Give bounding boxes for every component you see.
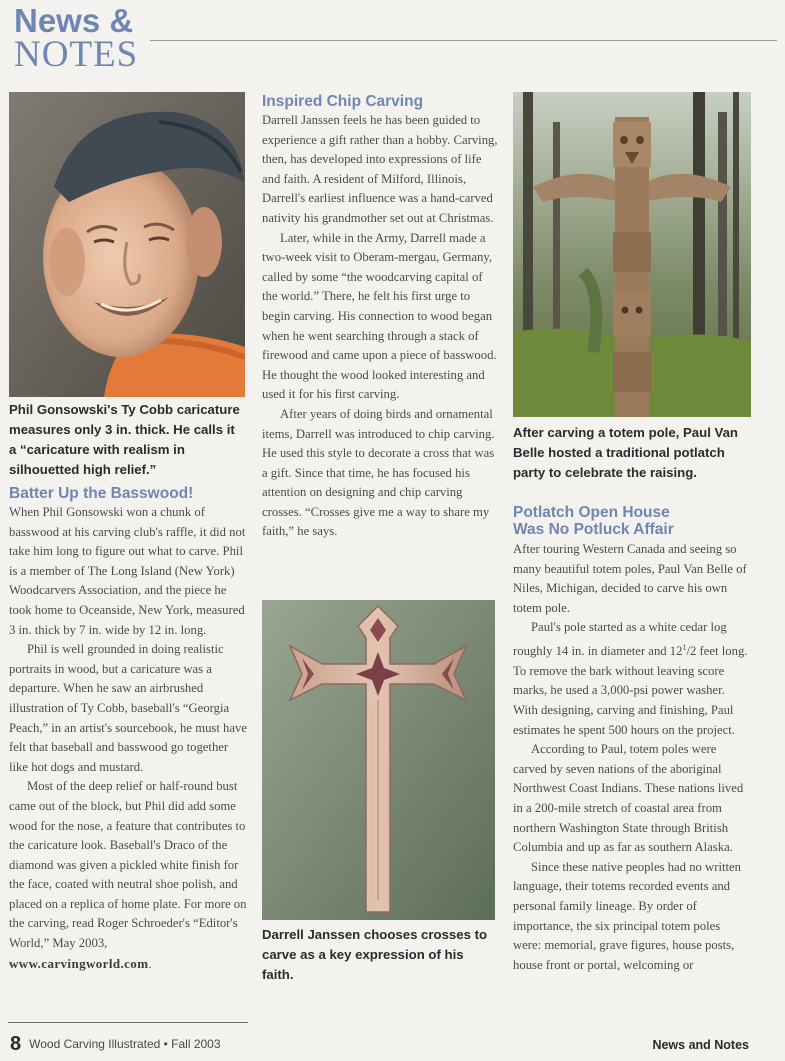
cross-caption: Darrell Janssen chooses crosses to carve as a key expression of his faith. <box>262 927 488 982</box>
chip-carving-article <box>262 111 498 542</box>
potlatch-paragraph-3: According to Paul, totem poles were carved by seven nations of the aboriginal Northwest Coast Indians. These nations lived in a 200-mile stretch of coastal area from northern Washington State through British Columbia and up as far as southern Alaska. <box>513 742 744 855</box>
running-section-title: News and Notes <box>652 1038 749 1052</box>
basswood-url-line <box>9 954 247 975</box>
masthead-news: News & <box>14 2 134 39</box>
chip-paragraph-1: Darrell Janssen feels he has been guided to experience a gift rather than a hobby. Carving, then, has developed into expressions of life and faith. A resident of Milford, Illinois, Darrell's earliest influence was a hand-carved nativity his grandmother set out at Christmas. <box>262 113 498 225</box>
potlatch-p2-start: Paul's pole started as a white cedar log roughly 14 in. in diameter and 12 <box>513 620 727 659</box>
totem-caption: After carving a totem pole, Paul Van Belle hosted a traditional potlatch party to celebrate the raising. <box>513 425 738 480</box>
basswood-article <box>9 503 247 974</box>
ty-cobb-illustration <box>9 92 245 397</box>
cross-illustration <box>262 600 495 920</box>
footer-rule <box>8 1022 248 1023</box>
chip-paragraph-3: After years of doing birds and ornamental items, Darrell was introduced to chip carving. He used this style to decorate a cross that was a gift. Since that time, he has focused his attention on designing and chip carving crosses. “Crosses give me a way to share my faith,” he says. <box>262 406 495 539</box>
potlatch-paragraph-2 <box>513 618 748 740</box>
totem-photo <box>513 92 751 417</box>
fraction-numerator: 1 <box>682 642 687 652</box>
potlatch-p2-end: feet long. To remove the bark without leaving score marks, he used a 3,000-psi power washer. With designing, carving and finishing, Paul estimates he spent 500 hours on the project. <box>513 644 748 737</box>
basswood-paragraph-2: Phil is well grounded in doing realistic portraits in wood, but a caricature was a departure. When he saw an airbrushed illustration of Ty Cobb, baseball's “Georgia Peach,” in an artist's sourcebook, he must have felt that baseball and basswood go together like hot dogs and mustard. <box>9 642 247 774</box>
basswood-paragraph-3: Most of the deep relief or half-round bust came out of the block, but Phil did add some wood for the nose, a feature that contributes to the caricature look. Baseball's Draco of the diamond was given a pickled white finish for the face, coated with neutral shoe polish, and placed on a replica of home plate. For more on the carving, read Roger Schroeder's “Editor's World,” May 2003, <box>9 779 247 951</box>
header-rule <box>150 40 777 41</box>
ty-cobb-photo <box>9 92 245 397</box>
ty-cobb-caption: Phil Gonsowski's Ty Cobb caricature measures only 3 in. thick. He calls it a “caricature with realism in silhouetted high relief.” <box>9 402 240 477</box>
carvingworld-link[interactable]: www.carvingworld.com <box>9 955 149 971</box>
section-masthead <box>14 2 139 75</box>
potlatch-heading-line-1: Potlatch Open House <box>513 504 670 521</box>
url-period: . <box>148 956 152 971</box>
page-number: 8 <box>10 1033 22 1055</box>
basswood-heading: Batter Up the Basswood! <box>9 485 194 502</box>
fraction-denominator: /2 <box>686 644 697 659</box>
publication-name: Wood Carving Illustrated • Fall 2003 <box>29 1037 221 1051</box>
chip-paragraph-2: Later, while in the Army, Darrell made a two-week visit to Oberam-mergau, Germany, called by some “the woodcarving capital of the world.” There, he felt his first urge to begin carving. His connection to wood began when he went searching through a stack of firewood and came upon a piece of basswood. He thought the wood looked interesting and used it for his first carving. <box>262 230 497 402</box>
potlatch-heading <box>513 504 753 538</box>
cross-photo <box>262 600 495 920</box>
potlatch-article <box>513 540 748 975</box>
totem-illustration <box>513 92 751 417</box>
basswood-paragraph-1: When Phil Gonsowski won a chunk of basswood at his carving club's raffle, it did not take him long to figure out what to carve. Phil is a member of The Long Island (New York) Woodcarvers Association, and the piece he took home to Oceanside, New York, measured 3 in. thick by 7 in. wide by 12 in. long. <box>9 505 246 637</box>
potlatch-paragraph-4: Since these native peoples had no written language, their totems recorded events and personal family lineage. By order of importance, the six principal totem poles were: memorial, grave figures, house posts, house front or portal, welcoming or <box>513 859 741 972</box>
folio <box>10 1033 221 1056</box>
chip-carving-heading: Inspired Chip Carving <box>262 93 424 110</box>
masthead-notes: NOTES <box>14 34 139 75</box>
potlatch-heading-line-2: Was No Potluck Affair <box>513 521 674 538</box>
potlatch-paragraph-1: After touring Western Canada and seeing so many beautiful totem poles, Paul Van Belle of Niles, Michigan, decided to carve his own totem pole. <box>513 542 747 615</box>
